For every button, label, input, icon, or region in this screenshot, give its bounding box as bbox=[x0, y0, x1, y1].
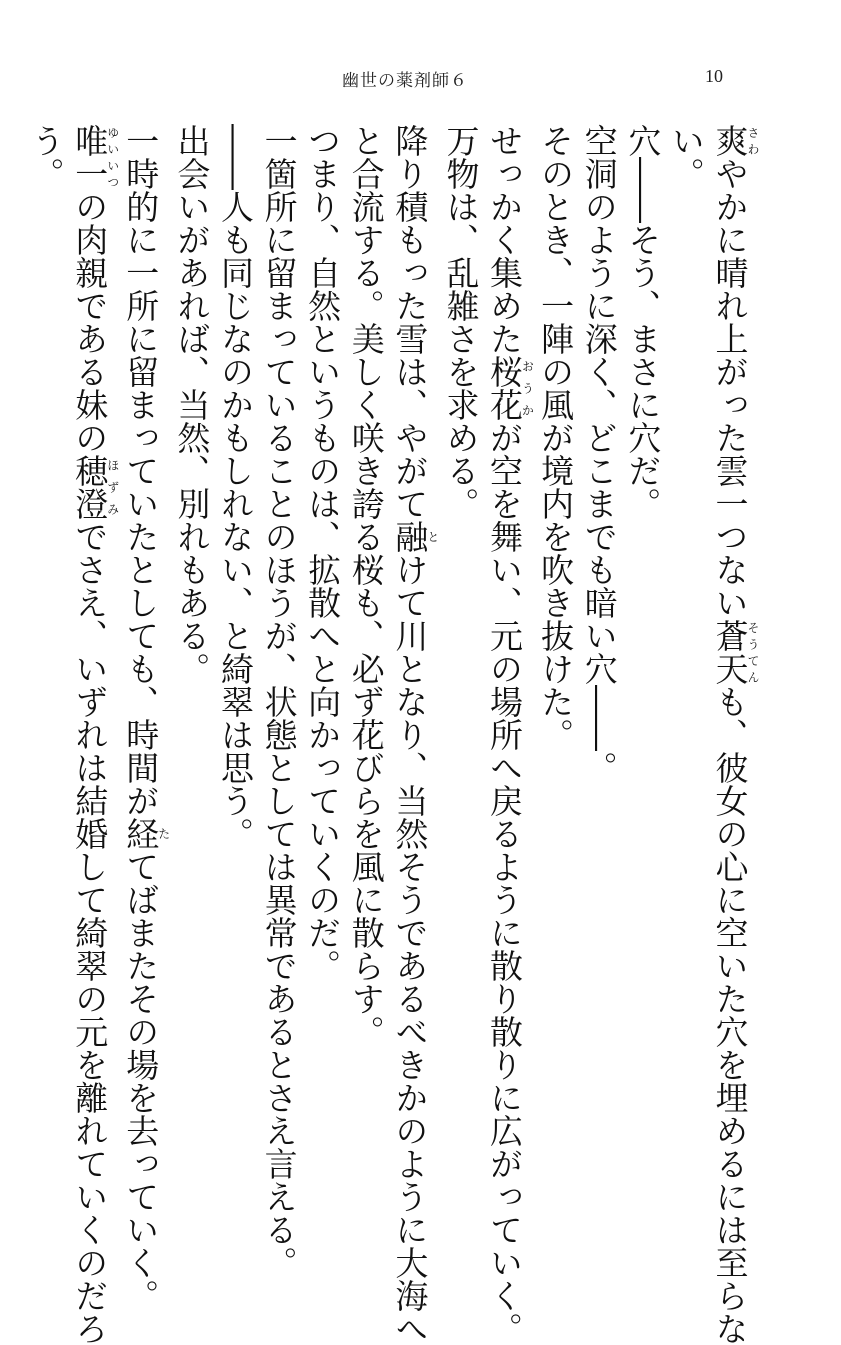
text-line: う。 bbox=[26, 124, 66, 190]
text-line: 爽さわやかに晴れ上がった雲一つない蒼天そうてんも、彼女の心に空いた穴を埋めるには至らな bbox=[710, 124, 760, 1345]
furigana: 爽さわ bbox=[710, 124, 760, 157]
text-line: そのとき、一陣の風が境内を吹き抜けた。 bbox=[536, 124, 576, 751]
body-text bbox=[26, 124, 760, 1345]
text-line: と合流する。美しく咲き誇る桜も、必ず花びらを風に散らす。 bbox=[346, 124, 386, 1048]
text-line: つまり、自然というものは、拡散へと向かっていくのだ。 bbox=[303, 124, 343, 982]
text-line: 一時的に一所に留まっていたとしても、時間が経たてばまたその場を去っていく。 bbox=[121, 124, 171, 1312]
text-line: 一箇所に留まっていることのほうが、状態としては異常であるとさえ言える。 bbox=[259, 124, 299, 1279]
furigana: 蒼天そうてん bbox=[710, 619, 760, 685]
text-line: 唯一ゆいいつの肉親である妹の穂澄ほずみでさえ、いずれは結婚して綺翠の元を離れていくのだろ bbox=[70, 124, 120, 1345]
running-title: 幽世の薬剤師６ bbox=[342, 71, 468, 91]
text-line: ――人も同じなのかもしれない、と綺翠は思う。 bbox=[215, 124, 255, 850]
text-line: せっかく集めた桜花おうかが空を舞い、元の場所へ戻るように散り散りに広がっていく。 bbox=[485, 124, 535, 1345]
text-line: 万物は、乱雑さを求める。 bbox=[441, 124, 481, 520]
furigana: 融と bbox=[390, 520, 440, 553]
furigana: 経た bbox=[121, 817, 171, 850]
text-line: い。 bbox=[666, 124, 706, 190]
text-line: 降り積もった雪は、やがて融とけて川となり、当然そうであるべきかのように大海へ bbox=[390, 124, 440, 1345]
furigana: 唯一ゆいいつ bbox=[70, 124, 120, 190]
text-line: 出会いがあれば、当然、別れもある。 bbox=[172, 124, 212, 685]
furigana: 穂澄ほずみ bbox=[70, 454, 120, 520]
furigana: 桜花おうか bbox=[485, 355, 535, 421]
text-line: 穴――そう、まさに穴だ。 bbox=[623, 124, 663, 520]
text-line: 空洞のように深く、どこまでも暗い穴――。 bbox=[579, 124, 619, 784]
page-number: 10 bbox=[705, 66, 723, 86]
